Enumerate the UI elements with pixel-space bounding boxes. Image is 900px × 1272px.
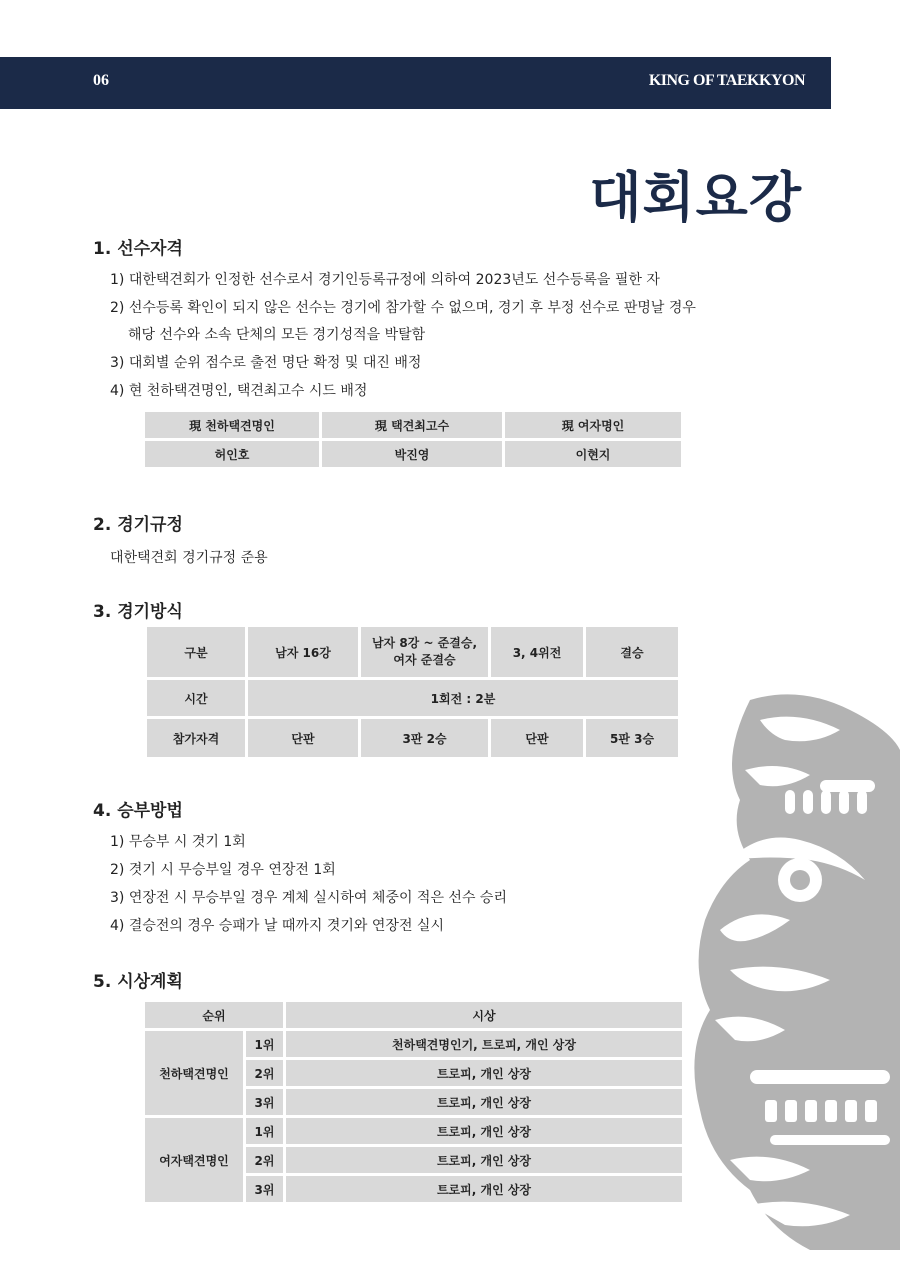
award-prize-cell: 트로피, 개인 상장 [286,1089,682,1115]
eligibility-item-2-cont: 해당 선수와 소속 단체의 모든 경기성적을 박탈함 [128,327,426,343]
seed-value-cell: 허인호 [145,441,319,467]
decision-item-4: 4) 결승전의 경우 승패가 날 때까지 겻기와 연장전 실시 [110,918,444,934]
taekkyon-mask-illustration [690,690,900,1250]
match-header-cell: 결승 [586,627,678,677]
eligibility-item-3: 3) 대회별 순위 점수로 출전 명단 확정 및 대진 배정 [110,355,422,371]
format-cell: 참가자격 [147,719,245,757]
eligibility-item-1: 1) 대한택견회가 인정한 선수로서 경기인등록규정에 의하여 2023년도 선수등록을 필한 자 [110,272,660,288]
seed-header-cell: 現 여자명인 [505,412,681,438]
award-prize-cell: 트로피, 개인 상장 [286,1147,682,1173]
format-cell: 5판 3승 [586,719,678,757]
magazine-title: KING OF TAEKKYON [648,72,805,89]
match-header-cell: 남자 16강 [248,627,358,677]
decision-item-2: 2) 겻기 시 무승부일 경우 연장전 1회 [110,862,336,878]
match-format-table [144,624,681,760]
page-number: 06 [93,72,109,89]
award-group-cell: 천하택견명인 [145,1031,243,1115]
section-title-format: 3. 경기방식 [93,602,183,622]
award-rank-cell: 3위 [246,1089,283,1115]
award-header-cell: 순위 [145,1002,283,1028]
decision-item-3: 3) 연장전 시 무승부일 경우 계체 실시하여 체중이 적은 선수 승리 [110,890,507,906]
time-label-cell: 시간 [147,680,245,716]
seed-header-cell: 現 택견최고수 [322,412,502,438]
seed-table [142,409,684,470]
award-prize-cell: 트로피, 개인 상장 [286,1118,682,1144]
award-rank-cell: 1위 [246,1031,283,1057]
seed-value-cell: 이현지 [505,441,681,467]
eligibility-item-4: 4) 현 천하택견명인, 택견최고수 시드 배정 [110,383,368,399]
match-header-cell: 구분 [147,627,245,677]
format-cell: 단판 [248,719,358,757]
award-rank-cell: 3위 [246,1176,283,1202]
seed-value-cell: 박진영 [322,441,502,467]
eligibility-item-2: 2) 선수등록 확인이 되지 않은 선수는 경기에 참가할 수 없으며, 경기 후 부정 선수로 판명날 경우 [110,300,696,316]
time-value-cell: 1회전 : 2분 [248,680,678,716]
award-prize-cell: 트로피, 개인 상장 [286,1060,682,1086]
award-prize-cell: 천하택견명인기, 트로피, 개인 상장 [286,1031,682,1057]
page-title: 대회요강 [589,166,802,229]
award-rank-cell: 2위 [246,1060,283,1086]
decision-item-1: 1) 무승부 시 겻기 1회 [110,834,246,850]
match-header-cell: 남자 8강 ~ 준결승, 여자 준결승 [361,627,488,677]
award-table [142,999,685,1205]
award-rank-cell: 1위 [246,1118,283,1144]
seed-header-cell: 現 천하택견명인 [145,412,319,438]
section-title-rules: 2. 경기규정 [93,515,183,535]
rules-item-1: 대한택견회 경기규정 준용 [110,550,268,566]
match-header-cell: 3, 4위전 [491,627,583,677]
award-rank-cell: 2위 [246,1147,283,1173]
award-prize-cell: 트로피, 개인 상장 [286,1176,682,1202]
page-header [0,57,831,109]
section-title-decision: 4. 승부방법 [93,801,183,821]
award-group-cell: 여자택견명인 [145,1118,243,1202]
section-title-awards: 5. 시상계획 [93,972,183,992]
award-header-cell: 시상 [286,1002,682,1028]
section-title-eligibility: 1. 선수자격 [93,239,183,259]
format-cell: 3판 2승 [361,719,488,757]
format-cell: 단판 [491,719,583,757]
